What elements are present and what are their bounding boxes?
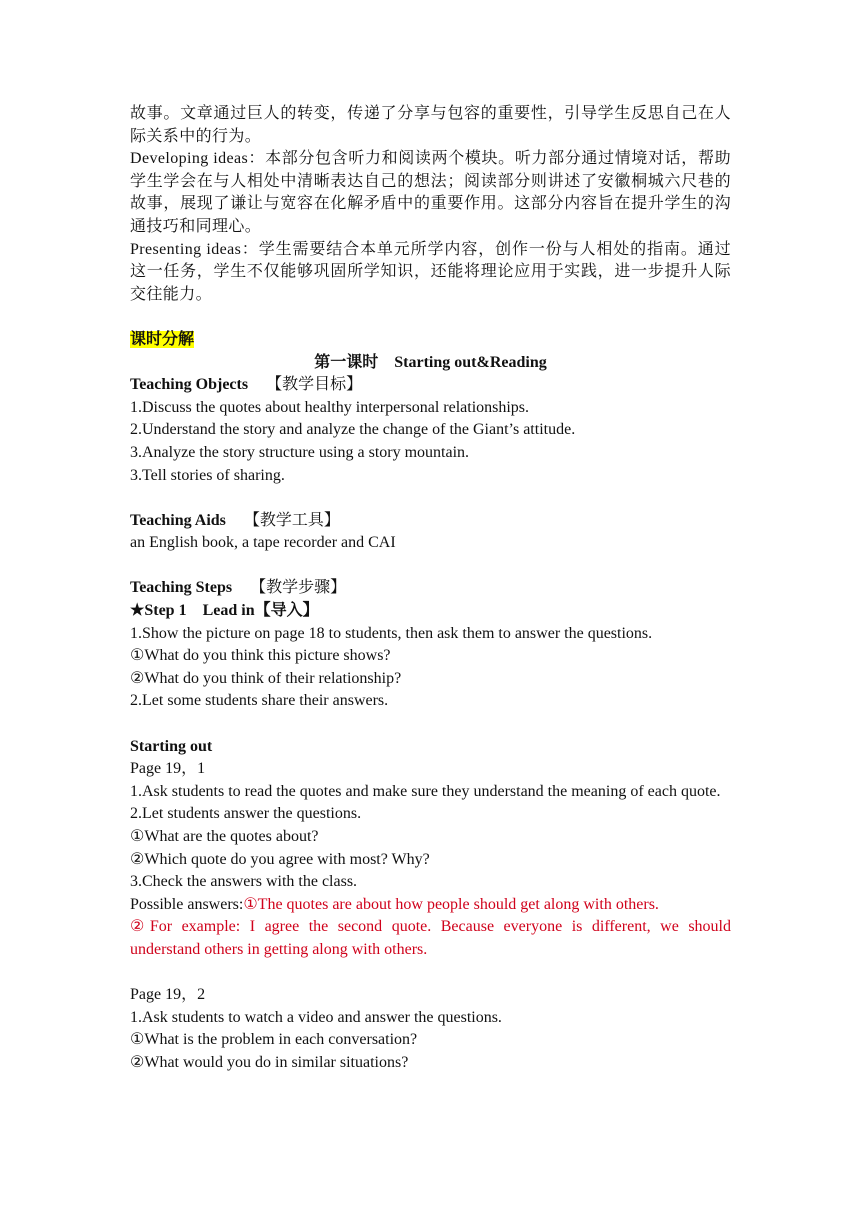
page-reference: Page 19，2 [130, 986, 206, 1004]
step1-heading [130, 600, 731, 623]
answer-text: ①The quotes are about how people should get along with others. [243, 895, 659, 913]
possible-answers-label: Possible answers: [130, 895, 244, 913]
step1-label: ★Step 1 Lead in [130, 602, 255, 620]
presenting-ideas-label: Presenting ideas： [130, 240, 259, 258]
step-item: ①What do you think this picture shows? [130, 647, 391, 665]
step-item: 3.Check the answers with the class. [130, 873, 358, 891]
section-heading-row [130, 329, 731, 352]
teaching-steps-label: Teaching Steps [130, 579, 233, 597]
answer-text: ②For example: I agree the second quote. Because everyone is different, we should understand others in getting along with others. [130, 918, 731, 958]
possible-answers [130, 894, 731, 917]
page-reference: Page 19，1 [130, 760, 206, 778]
developing-ideas-text: 本部分包含听力和阅读两个模块。听力部分通过情境对话，帮助学生学会在与人相处中清晰表达自己的想法；阅读部分则讲述了安徽桐城六尺巷的故事，展现了谦让与宽容在化解矛盾中的重要作用。这部分内容旨在提升学生的沟通技巧和同理心。 [130, 150, 732, 235]
step-item: 2.Let some students share their answers. [130, 692, 389, 710]
teaching-objects-heading [130, 374, 731, 397]
teaching-aids-label: Teaching Aids [130, 511, 226, 529]
teaching-objects-label: Teaching Objects [130, 376, 249, 394]
step-item: ②What would you do in similar situations? [130, 1053, 409, 1071]
developing-ideas-label: Developing ideas： [130, 150, 266, 168]
step-item: 1.Ask students to read the quotes and make sure they understand the meaning of each quote. [130, 782, 721, 800]
teaching-objects-label-cn: 【教学目标】 [266, 376, 363, 394]
section-heading: 课时分解 [130, 330, 195, 348]
intro-paragraph: 故事。文章通过巨人的转变，传递了分享与包容的重要性，引导学生反思自己在人际关系中的行为。 [130, 105, 731, 145]
step-item: 2.Let students answer the questions. [130, 805, 362, 823]
objective-item: 2.Understand the story and analyze the change of the Giant’s attitude. [130, 421, 576, 439]
step-item: ②What do you think of their relationship? [130, 669, 402, 687]
teaching-steps-heading [130, 577, 731, 600]
step-item: ①What are the quotes about? [130, 828, 319, 845]
lesson-title: 第一课时 Starting out&Reading [314, 353, 547, 371]
objective-item: 3.Tell stories of sharing. [130, 466, 285, 484]
presenting-ideas-text: 学生需要结合本单元所学内容，创作一份与人相处的指南。通过这一任务，学生不仅能够巩固所学知识，还能将理论应用于实践，进一步提升人际交往能力。 [130, 240, 731, 303]
teaching-aids-heading [130, 510, 731, 533]
step-item: 1.Ask students to watch a video and answer the questions. [130, 1008, 502, 1026]
starting-out-heading: Starting out [130, 737, 213, 755]
objective-item: 3.Analyze the story structure using a story mountain. [130, 443, 470, 461]
objective-item: 1.Discuss the quotes about healthy interpersonal relationships. [130, 398, 530, 416]
teaching-steps-label-cn: 【教学步骤】 [250, 579, 347, 597]
step-item: ①What is the problem in each conversation? [130, 1031, 418, 1049]
teaching-aids-label-cn: 【教学工具】 [243, 511, 340, 529]
step-item: ②Which quote do you agree with most? Why? [130, 850, 430, 868]
step-item: 1.Show the picture on page 18 to students, then ask them to answer the questions. [130, 624, 653, 642]
developing-ideas-paragraph [130, 148, 731, 238]
step1-label-cn: 【导入】 [254, 602, 319, 620]
presenting-ideas-paragraph [130, 239, 731, 307]
teaching-aids-text: an English book, a tape recorder and CAI [130, 534, 396, 552]
